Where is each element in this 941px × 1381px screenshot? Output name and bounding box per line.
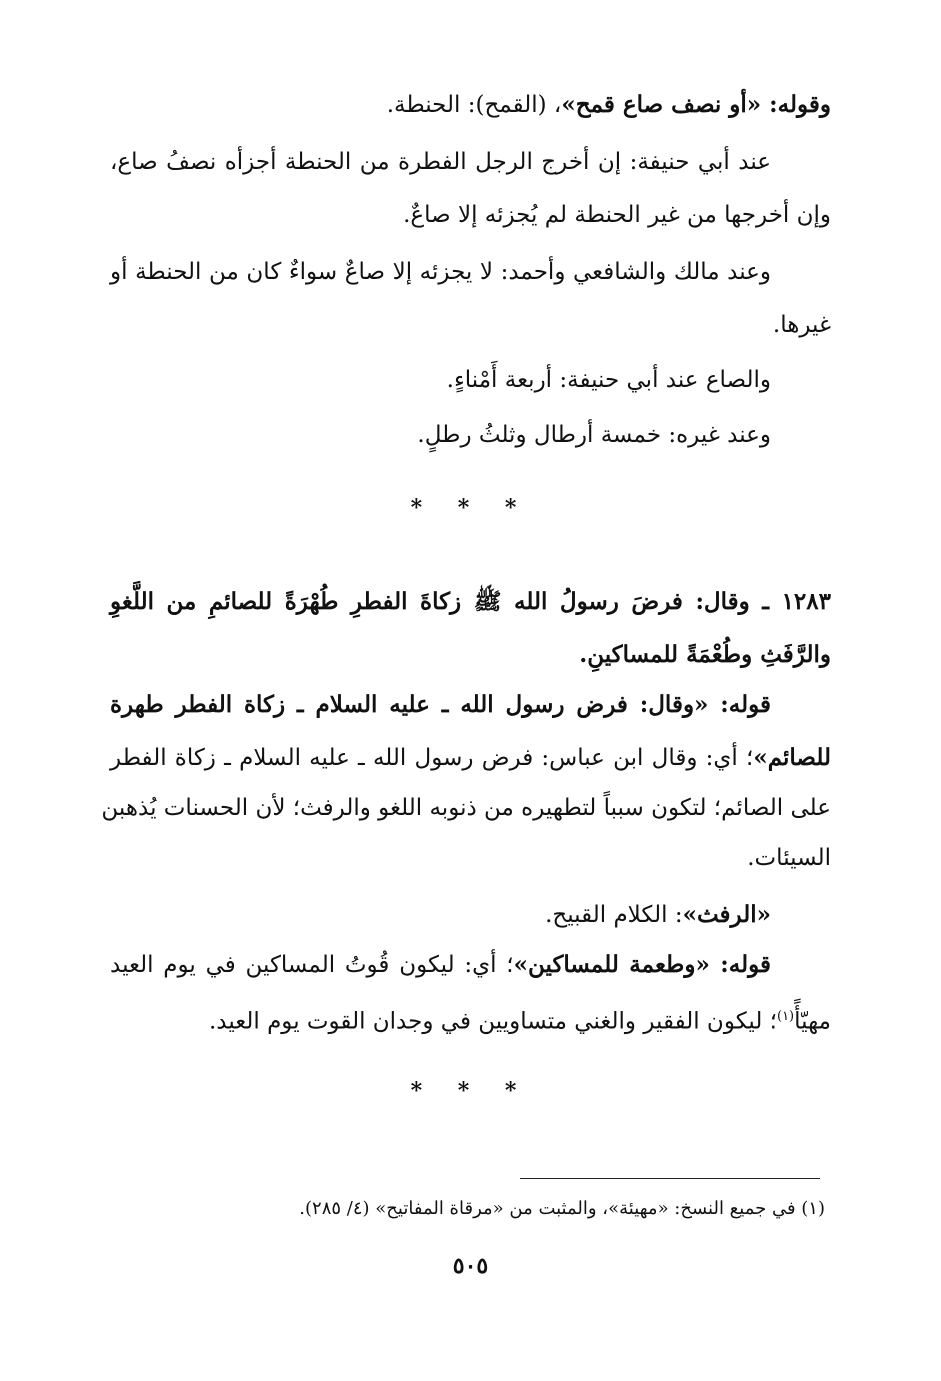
hadith-line: والرَّفَثِ وطُعْمَةً للمساكينِ. [579,641,831,668]
text-line: قوله: «وقال: فرض رسول الله ـ عليه السلام ـ زكاة الفطر طهرة [110,691,771,718]
text-line: عند أبي حنيفة: إن أخرج الرجل الفطرة من الحنطة أجزأه نصفُ صاع، [110,149,771,175]
text-span: ؛ ليكون الفقير والغني متساويين في وجدان القوت يوم العيد. [208,1008,777,1035]
bold-quote: قوله: «وطعمة للمساكين» [513,951,771,978]
text-span: ؛ أي: وقال ابن عباس: فرض رسول الله ـ عليه السلام ـ زكاة الفطر [110,745,754,771]
text-line [110,741,831,775]
text-span: : الكلام القبيح. [545,902,683,928]
bold-quote: وقوله: «أو نصف صاع قمح» [561,91,831,118]
bold-quote: للصائم» [753,744,831,771]
text-line [209,1000,831,1039]
text-span: ، (القمح): الحنطة. [386,92,562,118]
text-line [110,948,771,982]
hadith-line: ١٢٨٣ ـ وقال: فرضَ رسولُ الله ﷺ زكاةَ الفطرِ طُهْرَةً للصائمِ من اللَّغوِ [110,588,831,615]
text-line: على الصائم؛ لتكون سبباً لتطهيره من ذنوبه اللغو والرفث؛ لأن الحسنات يُذهبن [101,795,831,821]
section-separator: * * * [410,1078,531,1104]
text-line: السيئات. [747,845,831,871]
footnote-rule [520,1178,820,1179]
section-separator: * * * [410,495,531,521]
footnote-ref: (١) [776,1009,795,1024]
text-line: والصاع عند أبي حنيفة: أربعة أَمْناءٍ. [446,367,771,393]
text-line: وعند مالك والشافعي وأحمد: لا يجزئه إلا صاعٌ سواءٌ كان من الحنطة أو [110,259,771,285]
text-line: غيرها. [772,312,831,338]
text-line: وإن أخرجها من غير الحنطة لم يُجزئه إلا صاعٌ. [403,202,831,228]
text-span: ؛ أي: ليكون قُوتُ المساكين في يوم العيد [110,952,514,978]
bold-quote: «الرفث» [682,901,771,928]
text-line [387,88,831,122]
text-line: وعند غيره: خمسة أرطال وثلثُ رطلٍ. [417,422,771,448]
footnote: (١) في جميع النسخ: «مهيئة»، والمثبت من «مرقاة المفاتيح» (٤/ ٢٨٥). [299,1198,825,1219]
text-line [545,898,771,932]
text-span: مهيّأً [794,1008,831,1035]
page-number: ٥٠٥ [452,1253,489,1279]
